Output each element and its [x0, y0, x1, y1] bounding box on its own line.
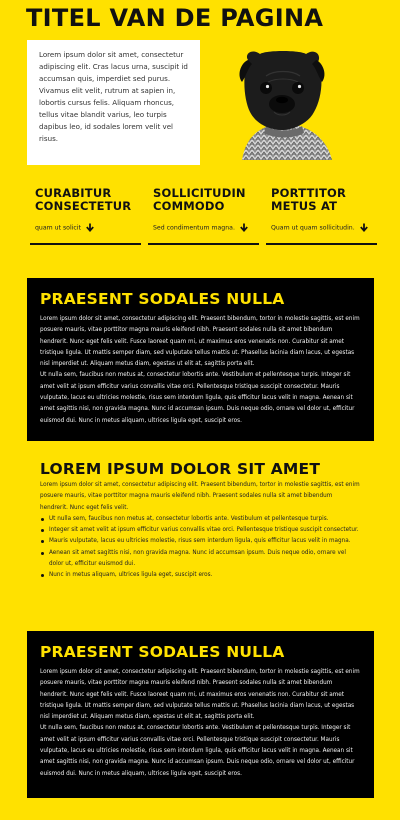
tile-porttitor[interactable] [266, 187, 377, 245]
intro-text: Lorem ipsum dolor sit amet, consectetur adipiscing elit. Cras lacus urna, suscipit id accumsan quis, imperdiet sed purus. Vivamus elit velit, rutrum at sapien in, lobortis cursus felis. Aliquam rhoncus, tellus vitae blandit varius, leo turpis dapibus leo, id sodales lorem velit vel risus. [39, 50, 188, 143]
list-item: Mauris vulputate, lacus eu ultricies molestie, risus sem interdum ligula, quis efficitur lacus velit in magna. [49, 536, 360, 547]
arrow-down-icon [360, 223, 368, 232]
arrow-down-icon [240, 223, 248, 232]
block-paragraph: Lorem ipsum dolor sit amet, consectetur adipiscing elit. Praesent bibendum, tortor in molestie sagittis, est enim posuere mauris, vitae porttitor magna mauris eleifend nibh. Praesent sodales nulla sit amet bibendum hendrerit. Nunc eget felis velit. Fusce laoreet quam mi, ut maximus eros venenatis non. Curabitur sit amet tristique ligula. Ut mattis semper diam, sed vulputate tellus mattis ut. Phasellus lacinia diam lacus, ut egestas nisl imperdiet ut. Aliquam metus diam, egestas ut elit at, sagittis porta elit. [40, 669, 360, 721]
intro-box [27, 40, 200, 165]
tile-link[interactable]: quam ut solicit [35, 223, 94, 232]
bullet-list [40, 514, 360, 582]
content-block-1 [27, 278, 374, 441]
block-paragraph: Ut nulla sem, faucibus non metus at, consectetur lobortis ante. Vestibulum et pellentesque turpis. Integer sit amet velit at ipsum efficitur varius convallis vitae orci. Pellentesque tristique suscipit consectetur. Mauris vulputate, lacus eu ultricies molestie, risus sem interdum ligula, quis efficitur lacus velit in magna. Aenean sit amet sagittis nisi, non gravida magna. Nunc id accumsan ipsum. Duis neque odio, ornare vel dolor ut, efficitur euismod dui. Nunc in metus aliquam, ultrices ligula eget, suscipit eros. [40, 725, 355, 777]
block-heading: PRAESENT SODALES NULLA [40, 290, 285, 308]
tile-sollicitudin[interactable] [148, 187, 259, 245]
list-item: Nunc in metus aliquam, ultrices ligula eget, suscipit eros. [49, 570, 360, 581]
content-block-2 [27, 631, 374, 798]
content-section-2 [40, 460, 360, 582]
list-item: Ut nulla sem, faucibus non metus at, consectetur lobortis ante. Vestibulum et pellentesque turpis. [49, 514, 360, 525]
pug-image [222, 40, 340, 160]
tiles [30, 187, 375, 247]
tile-title: PORTTITOR METUS AT [271, 186, 347, 213]
section-paragraph: Lorem ipsum dolor sit amet, consectetur adipiscing elit. Praesent bibendum, tortor in molestie sagittis, est enim posuere mauris, vitae porttitor magna mauris eleifend nibh. Praesent sodales nulla sit amet bibendum hendrerit. Nunc eget felis velit. [40, 482, 360, 511]
arrow-down-icon [86, 223, 94, 232]
page-title: TITEL VAN DE PAGINA [26, 4, 324, 32]
tile-title: SOLLICITUDIN COMMODO [153, 186, 246, 213]
tile-link[interactable]: Quam ut quam sollicitudin. [271, 223, 368, 232]
block-heading: PRAESENT SODALES NULLA [40, 643, 285, 661]
tile-link[interactable]: Sed condimentum magna. [153, 223, 248, 232]
tile-curabitur[interactable] [30, 187, 141, 245]
block-paragraph: Lorem ipsum dolor sit amet, consectetur adipiscing elit. Praesent bibendum, tortor in molestie sagittis, est enim posuere mauris, vitae porttitor magna mauris eleifend nibh. Praesent sodales nulla sit amet bibendum hendrerit. Nunc eget felis velit. Fusce laoreet quam mi, ut maximus eros venenatis non. Curabitur sit amet tristique ligula. Ut mattis semper diam, sed vulputate tellus mattis ut. Phasellus lacinia diam lacus, ut egestas nisl imperdiet ut. Aliquam metus diam, egestas ut elit at, sagittis porta elit. [40, 316, 360, 368]
section-heading: LOREM IPSUM DOLOR SIT AMET [40, 460, 321, 478]
tile-title: CURABITUR CONSECTETUR [35, 186, 132, 213]
list-item: Integer sit amet velit at ipsum efficitur varius convallis vitae orci. Pellentesque tristique suscipit consectetur. [49, 525, 360, 536]
block-paragraph: Ut nulla sem, faucibus non metus at, consectetur lobortis ante. Vestibulum et pellentesque turpis. Integer sit amet velit at ipsum efficitur varius convallis vitae orci. Pellentesque tristique suscipit consectetur. Mauris vulputate, lacus eu ultricies molestie, risus sem interdum ligula, quis efficitur lacus velit in magna. Aenean sit amet sagittis nisi, non gravida magna. Nunc id accumsan ipsum. Duis neque odio, ornare vel dolor ut, efficitur euismod dui. Nunc in metus aliquam, ultrices ligula eget, suscipit eros. [40, 372, 355, 424]
list-item: Aenean sit amet sagittis nisi, non gravida magna. Nunc id accumsan ipsum. Duis neque odio, ornare vel dolor ut, efficitur euismod dui. [49, 548, 360, 571]
